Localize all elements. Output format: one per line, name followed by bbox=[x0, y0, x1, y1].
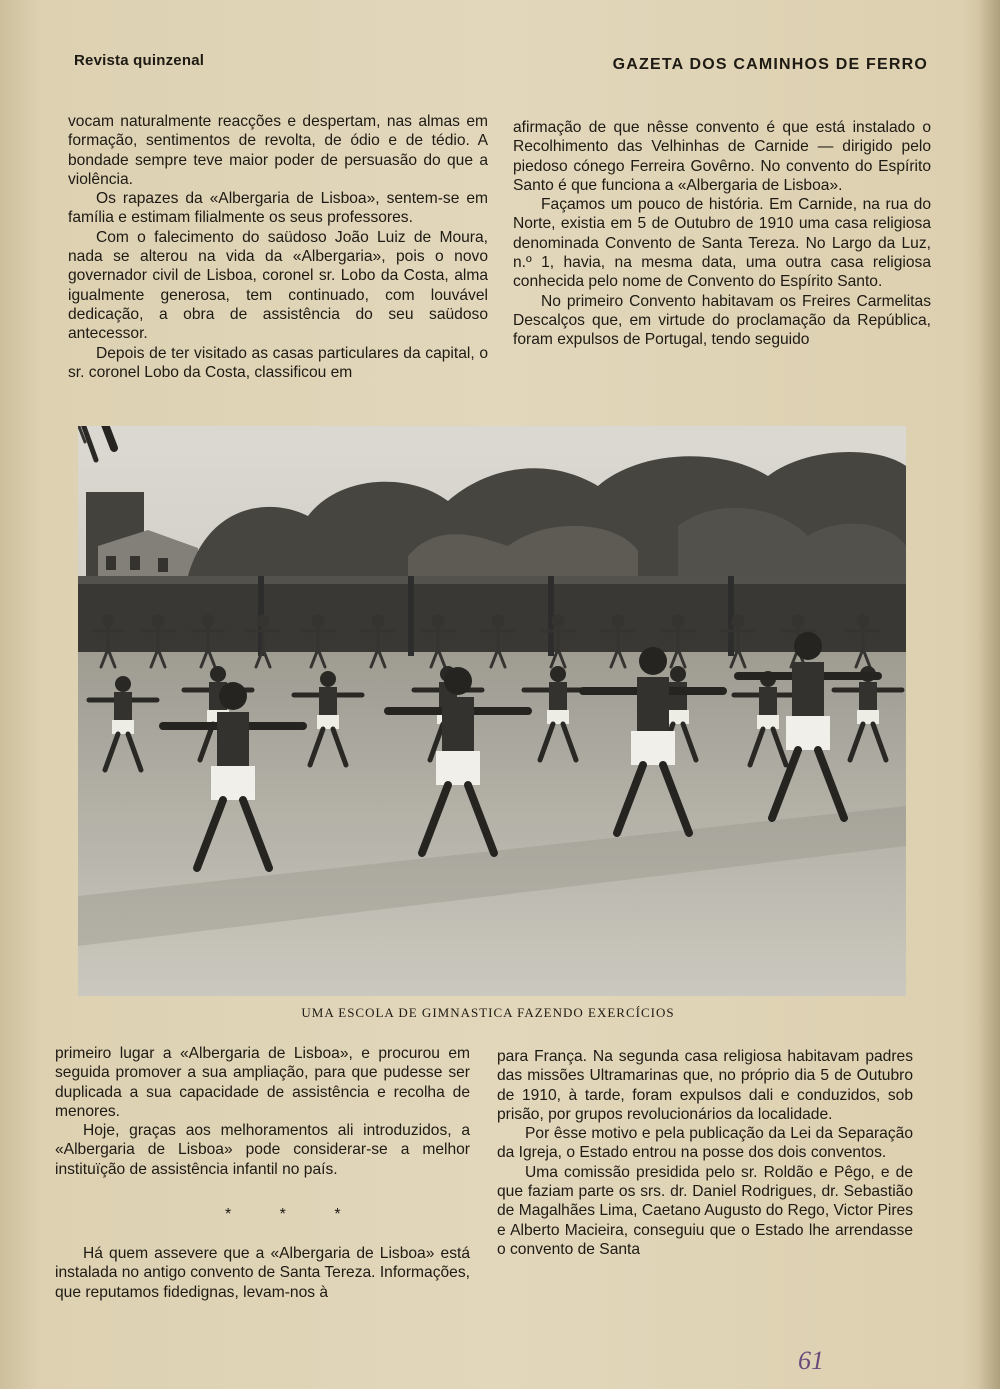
paragraph: para França. Na segunda casa religiosa habitavam padres das missões Ultramarinas que, no próprio dia 5 de Outubro de 1910, à tarde, foram expulsos dali e conduzidos, sob prisão, por grupos revolucionários da localidade. bbox=[497, 1048, 913, 1123]
paragraph: Há quem assevere que a «Albergaria de Lisboa» está instalada no antigo convento de Santa Tereza. Informações, que reputamos fidedignas, levam-nos à bbox=[55, 1245, 470, 1301]
column-top-left bbox=[68, 112, 488, 382]
column-bottom-left bbox=[55, 1044, 470, 1179]
paragraph: Com o falecimento do saüdoso João Luiz de Moura, nada se alterou na vida da «Albergaria», pois o novo governador civil de Lisboa, coronel sr. Lobo da Costa, alma igualmente generosa, tem continuado, com louvável dedicação, a obra de assistência do seu saüdoso antecessor. bbox=[68, 228, 488, 343]
column-bottom-right bbox=[497, 1047, 913, 1259]
paragraph: Por êsse motivo e pela publicação da Lei da Separação da Igreja, o Estado entrou na posse dos dois conventos. bbox=[497, 1125, 913, 1162]
page-edge-shadow bbox=[978, 0, 1000, 1389]
paragraph: primeiro lugar a «Albergaria de Lisboa», e procurou em seguida promover a sua ampliação, para que pudesse ser duplicada a sua capacidade de assistência e recolha de menores. bbox=[55, 1045, 470, 1120]
section-separator: * * * bbox=[225, 1206, 363, 1223]
gymnastics-photo bbox=[78, 426, 906, 996]
column-bottom-left-continued bbox=[55, 1244, 470, 1302]
column-top-right bbox=[513, 118, 931, 350]
page-number: 61 bbox=[798, 1346, 824, 1375]
paragraph: No primeiro Convento habitavam os Freires Carmelitas Descalços que, em virtude do proclamação da República, foram expulsos de Portugal, tendo seguido bbox=[513, 292, 931, 349]
paragraph: Os rapazes da «Albergaria de Lisboa», sentem-se em família e estimam filialmente os seus professores. bbox=[68, 190, 488, 227]
paragraph: afirmação de que nêsse convento é que está instalado o Recolhimento das Velhinhas de Carnide — dirigido pelo piedoso cónego Ferreira Govêrno. No convento do Espírito Santo é que funciona a «Albergaria de Lisboa». bbox=[513, 119, 931, 194]
photo-illustration bbox=[78, 426, 906, 996]
paragraph: Hoje, graças aos melhoramentos ali introduzidos, a «Albergaria de Lisboa» pode considerar-se a melhor instituïção de assistência infantil no país. bbox=[55, 1122, 470, 1178]
paragraph: Depois de ter visitado as casas particulares da capital, o sr. coronel Lobo da Costa, classificou em bbox=[68, 344, 488, 381]
paragraph: Façamos um pouco de história. Em Carnide, na rua do Norte, existia em 5 de Outubro de 1910 uma casa religiosa denominada Convento de Santa Tereza. No Largo da Luz, n.º 1, havia, na mesma data, uma outra casa religiosa conhecida pelo nome de Convento do Espírito Santo. bbox=[513, 196, 931, 291]
running-header-left: Revista quinzenal bbox=[74, 52, 205, 69]
paragraph: vocam naturalmente reacções e despertam, nas almas em formação, sentimentos de revolta, de ódio e de tédio. A bondade sempre teve maior poder de persuasão do que a violência. bbox=[68, 113, 488, 188]
photo-caption: UMA ESCOLA DE GIMNASTICA FAZENDO EXERCÍCIOS bbox=[301, 1005, 675, 1020]
paragraph: Uma comissão presidida pelo sr. Roldão e Pêgo, e de que faziam parte os srs. dr. Daniel Rodrigues, dr. Sebastião de Magalhães Lima, Caetano Augusto do Rego, Victor Pires e Alberto Macieira, conseguiu que o Estado lhe arrendasse o convento de Santa bbox=[497, 1163, 913, 1258]
running-header-right: GAZETA DOS CAMINHOS DE FERRO bbox=[612, 56, 928, 73]
